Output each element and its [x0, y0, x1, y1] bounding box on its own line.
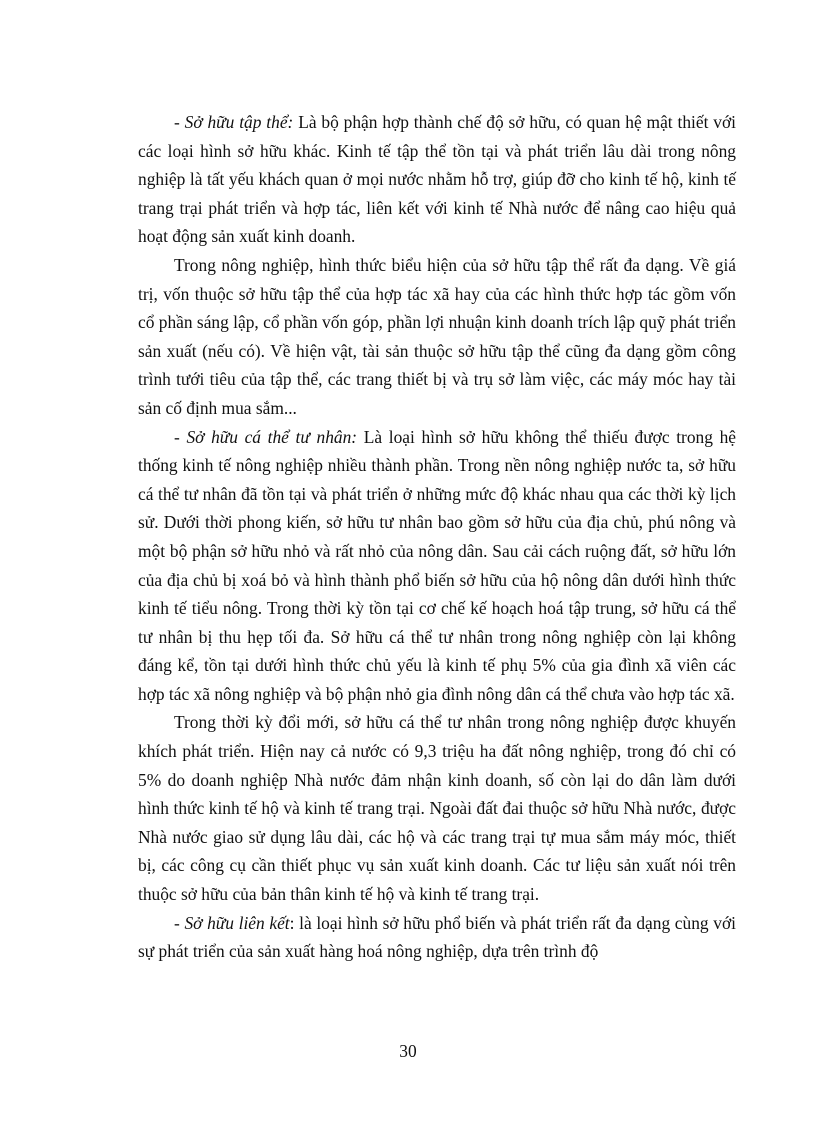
paragraph-renovation-period — [138, 708, 736, 908]
paragraph-text: Là bộ phận hợp thành chế độ sở hữu, có quan hệ mật thiết với các loại hình sở hữu khác. Kinh tế tập thể tồn tại và phát triển lâu dài trong nông nghiệp là tất yếu khách quan ở mọi nước nhằm hỗ trợ, giúp đỡ cho kinh tế hộ, kinh tế trang trại phát triển và hợp tác, liên kết với kinh tế Nhà nước để nâng cao hiệu quả hoạt động sản xuất kinh doanh. — [138, 112, 736, 247]
paragraph-collective-forms — [138, 251, 736, 423]
paragraph-lead-term: - Sở hữu liên kết — [174, 912, 290, 933]
paragraph-text: Là loại hình sở hữu không thể thiếu được trong hệ thống kinh tế nông nghiệp nhiều thành phần. Trong nền nông nghiệp nước ta, sở hữu cá thể tư nhân đã tồn tại và phát triển ở những mức độ khác nhau qua các thời kỳ lịch sử. Dưới thời phong kiến, sở hữu tư nhân bao gồm sở hữu của địa chủ, phú nông và một bộ phận sở hữu nhỏ và rất nhỏ của nông dân. Sau cải cách ruộng đất, sở hữu lớn của địa chủ bị xoá bỏ và hình thành phổ biến sở hữu của hộ nông dân dưới hình thức kinh tế tiểu nông. Trong thời kỳ tồn tại cơ chế kế hoạch hoá tập trung, sở hữu cá thể tư nhân bị thu hẹp tối đa. Sở hữu cá thể tư nhân trong nông nghiệp còn lại không đáng kể, tồn tại dưới hình thức chủ yếu là kinh tế phụ 5% của gia đình xã viên các hợp tác xã nông nghiệp và bộ phận nhỏ gia đình nông dân cá thể chưa vào hợp tác xã. — [138, 426, 736, 704]
paragraph-lead-term: - Sở hữu tập thể: — [174, 112, 294, 132]
paragraph-collective-ownership — [138, 108, 736, 251]
paragraph-private-ownership — [138, 423, 736, 709]
paragraph-lead-term: - Sở hữu cá thể tư nhân: — [174, 426, 358, 447]
page-body — [138, 108, 736, 966]
page-number: 30 — [399, 1041, 417, 1061]
paragraph-text: Trong thời kỳ đổi mới, sở hữu cá thể tư nhân trong nông nghiệp được khuyến khích phát triển. Hiện nay cả nước có 9,3 triệu ha đất nông nghiệp, trong đó chỉ có 5% do doanh nghiệp Nhà nước đảm nhận kinh doanh, số còn lại do dân làm dưới hình thức kinh tế hộ và kinh tế trang trại. Ngoài đất đai thuộc sở hữu Nhà nước, được Nhà nước giao sử dụng lâu dài, các hộ và các trang trại tự mua sắm máy móc, thiết bị, các công cụ cần thiết phục vụ sản xuất kinh doanh. Các tư liệu sản xuất nói trên thuộc sở hữu của bản thân kinh tế hộ và kinh tế trang trại. — [138, 712, 736, 905]
paragraph-text: Trong nông nghiệp, hình thức biểu hiện của sở hữu tập thể rất đa dạng. Về giá trị, vốn thuộc sở hữu tập thể của hợp tác xã hay của các hình thức hợp tác gồm vốn cổ phần sáng lập, cổ phần vốn góp, phần lợi nhuận kinh doanh trích lập quỹ phát triển sản xuất (nếu có). Về hiện vật, tài sản thuộc sở hữu tập thể cũng đa dạng gồm công trình tưới tiêu của tập thể, các trang thiết bị và trụ sở làm việc, các máy móc hay tài sản cố định mua sắm... — [138, 254, 736, 418]
paragraph-text: : là loại hình sở hữu phổ biến và phát triển rất đa dạng cùng với sự phát triển của sản xuất hàng hoá nông nghiệp, dựa trên trình độ — [138, 912, 736, 962]
paragraph-joint-ownership — [138, 909, 736, 966]
